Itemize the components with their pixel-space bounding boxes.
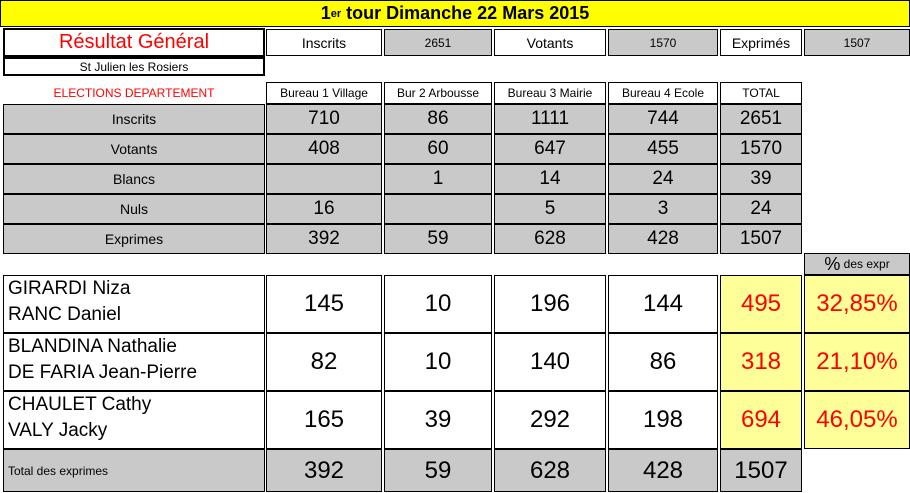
exprimes-label: Exprimés	[720, 29, 802, 56]
total-row-cell: 59	[384, 449, 492, 492]
candidate-vote-cell: 140	[494, 333, 606, 391]
candidate-vote-cell: 292	[494, 391, 606, 449]
candidate-vote-cell: 145	[266, 275, 382, 333]
stats-cell: 1	[384, 164, 492, 194]
stats-cell: 86	[384, 104, 492, 134]
column-header: Bureau 3 Mairie	[494, 82, 606, 104]
column-header: Bureau 4 Ecole	[608, 82, 718, 104]
title-prefix: 1	[320, 3, 331, 23]
stats-row-label: Votants	[3, 134, 265, 164]
candidate-vote-cell: 10	[384, 275, 492, 333]
stats-cell: 16	[266, 194, 382, 224]
stats-cell: 1111	[494, 104, 606, 134]
inscrits-value: 2651	[384, 29, 492, 56]
stats-cell: 1570	[720, 134, 802, 164]
title-sup: er	[330, 7, 342, 20]
votants-value: 1570	[608, 29, 718, 56]
stats-cell: 628	[494, 224, 606, 254]
stats-cell: 5	[494, 194, 606, 224]
candidate-name-2: VALY Jacky	[8, 420, 108, 441]
candidate-total-cell: 694	[720, 391, 802, 449]
stats-cell: 2651	[720, 104, 802, 134]
stats-row-label: Inscrits	[3, 104, 265, 134]
column-header: Bur 2 Arbousse	[384, 82, 492, 104]
elections-label: ELECTIONS DEPARTEMENT	[53, 86, 215, 100]
pct-header-text: des expr	[840, 257, 890, 271]
candidate-vote-cell: 82	[266, 333, 382, 391]
stats-cell: 710	[266, 104, 382, 134]
column-header: TOTAL	[720, 82, 802, 104]
stats-cell: 455	[608, 134, 718, 164]
stats-cell: 39	[720, 164, 802, 194]
candidate-names	[3, 333, 265, 391]
title-rest: tour Dimanche 22 Mars 2015	[341, 3, 590, 23]
candidate-name-1: GIRARDI Niza	[8, 278, 131, 299]
votants-label: Votants	[494, 29, 606, 56]
stats-cell: 3	[608, 194, 718, 224]
candidate-pct-cell: 21,10%	[804, 333, 910, 391]
stats-row-label: Nuls	[3, 194, 265, 224]
inscrits-label: Inscrits	[266, 29, 382, 56]
stats-cell: 392	[266, 224, 382, 254]
candidate-name-1: BLANDINA Nathalie	[8, 336, 177, 357]
candidate-vote-cell: 196	[494, 275, 606, 333]
candidate-vote-cell: 144	[608, 275, 718, 333]
commune-name: St Julien les Rosiers	[3, 57, 265, 76]
page-title	[0, 0, 910, 27]
candidate-vote-cell: 10	[384, 333, 492, 391]
column-header: Bureau 1 Village	[266, 82, 382, 104]
candidate-names	[3, 391, 265, 449]
exprimes-value: 1507	[804, 29, 910, 56]
stats-cell: 408	[266, 134, 382, 164]
candidate-vote-cell: 198	[608, 391, 718, 449]
total-row-cell: 392	[266, 449, 382, 492]
resultat-general: Résultat Général	[3, 28, 265, 57]
stats-cell: 744	[608, 104, 718, 134]
stats-cell	[384, 194, 492, 224]
candidate-names	[3, 275, 265, 333]
stats-cell: 428	[608, 224, 718, 254]
candidate-total-cell: 318	[720, 333, 802, 391]
total-row-label: Total des exprimes	[3, 449, 265, 492]
stats-cell: 14	[494, 164, 606, 194]
pct-header	[804, 253, 910, 275]
stats-cell: 647	[494, 134, 606, 164]
candidate-total-cell: 495	[720, 275, 802, 333]
candidate-pct-cell: 46,05%	[804, 391, 910, 449]
candidate-vote-cell: 86	[608, 333, 718, 391]
candidate-name-2: DE FARIA Jean-Pierre	[8, 362, 198, 383]
candidate-pct-cell: 32,85%	[804, 275, 910, 333]
candidate-name-1: CHAULET Cathy	[8, 394, 152, 415]
stats-cell: 1507	[720, 224, 802, 254]
pct-symbol: %	[824, 253, 841, 274]
stats-cell: 60	[384, 134, 492, 164]
total-row-cell: 428	[608, 449, 718, 492]
stats-cell	[266, 164, 382, 194]
stats-cell: 24	[720, 194, 802, 224]
candidate-name-2: RANC Daniel	[8, 304, 121, 325]
stats-row-label: Exprimes	[3, 224, 265, 254]
stats-row-label: Blancs	[3, 164, 265, 194]
stats-cell: 24	[608, 164, 718, 194]
candidate-vote-cell: 165	[266, 391, 382, 449]
stats-cell: 59	[384, 224, 492, 254]
candidate-vote-cell: 39	[384, 391, 492, 449]
total-row-cell: 1507	[720, 449, 802, 492]
total-row-cell: 628	[494, 449, 606, 492]
